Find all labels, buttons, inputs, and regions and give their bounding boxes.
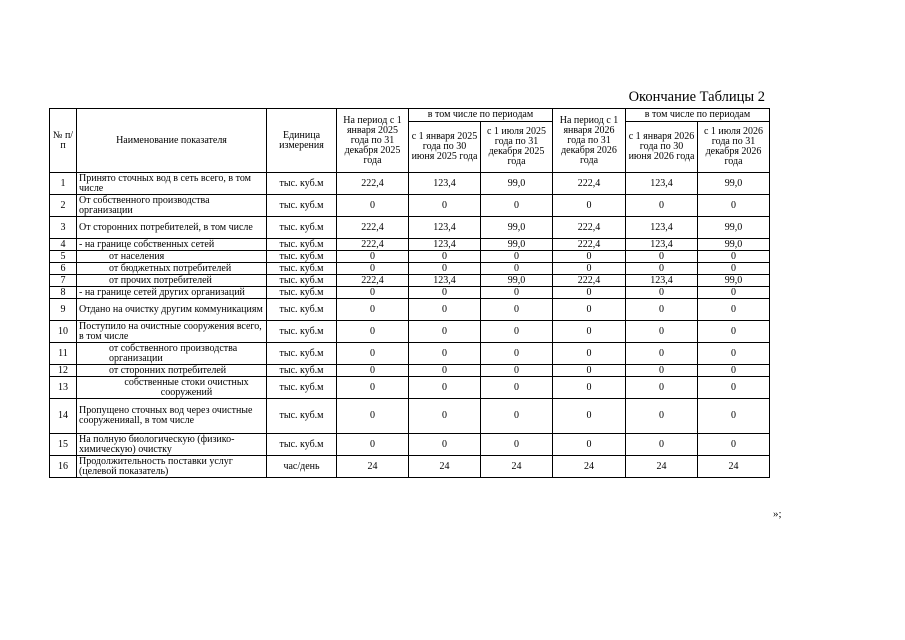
row-value: 0 (698, 287, 770, 299)
row-value: 0 (337, 263, 409, 275)
row-value: 0 (481, 251, 553, 263)
table-row (50, 263, 770, 275)
row-value: 222,4 (553, 239, 626, 251)
row-value: 0 (481, 321, 553, 343)
table-row (50, 321, 770, 343)
row-value: 0 (626, 251, 698, 263)
row-name: собственные стоки очистных сооружений (77, 377, 267, 399)
row-unit: тыс. куб.м (267, 343, 337, 365)
row-number: 3 (50, 217, 77, 239)
row-value: 24 (553, 456, 626, 478)
row-value: 222,4 (337, 239, 409, 251)
row-unit: тыс. куб.м (267, 321, 337, 343)
table-row (50, 173, 770, 195)
row-value: 0 (409, 343, 481, 365)
row-value: 0 (553, 287, 626, 299)
table-row (50, 343, 770, 365)
row-unit: тыс. куб.м (267, 173, 337, 195)
row-unit: тыс. куб.м (267, 377, 337, 399)
row-value: 222,4 (337, 275, 409, 287)
row-value: 0 (409, 399, 481, 434)
table-row (50, 365, 770, 377)
row-value: 0 (409, 195, 481, 217)
row-value: 0 (553, 263, 626, 275)
table-body (50, 173, 770, 478)
row-value: 99,0 (481, 217, 553, 239)
row-unit: тыс. куб.м (267, 263, 337, 275)
header-name: Наименование показателя (77, 109, 267, 173)
row-name: Принято сточных вод в сеть всего, в том числе (77, 173, 267, 195)
closing-mark: »; (773, 508, 782, 520)
row-value: 123,4 (626, 275, 698, 287)
row-value: 99,0 (698, 217, 770, 239)
row-number: 2 (50, 195, 77, 217)
row-value: 0 (553, 343, 626, 365)
row-number: 16 (50, 456, 77, 478)
table-caption: Окончание Таблицы 2 (628, 89, 765, 105)
row-value: 0 (409, 299, 481, 321)
row-number: 8 (50, 287, 77, 299)
row-number: 12 (50, 365, 77, 377)
table-row (50, 434, 770, 456)
row-value: 0 (698, 195, 770, 217)
header-period-2025: На период с 1 января 2025 года по 31 декабря 2025 года (337, 109, 409, 173)
row-value: 0 (626, 321, 698, 343)
row-value: 0 (337, 251, 409, 263)
row-number: 1 (50, 173, 77, 195)
row-value: 0 (626, 263, 698, 275)
row-value: 0 (409, 263, 481, 275)
row-value: 0 (626, 299, 698, 321)
row-value: 0 (626, 365, 698, 377)
header-subperiods-2025: в том числе по периодам (409, 109, 553, 122)
header-h2-2025: с 1 июля 2025 года по 31 декабря 2025 года (481, 122, 553, 173)
row-value: 0 (698, 263, 770, 275)
row-value: 0 (626, 343, 698, 365)
row-name: Продолжительность поставки услуг (целевой показатель) (77, 456, 267, 478)
row-value: 99,0 (698, 239, 770, 251)
table-row (50, 239, 770, 251)
row-value: 0 (409, 287, 481, 299)
row-value: 123,4 (409, 217, 481, 239)
row-unit: тыс. куб.м (267, 399, 337, 434)
row-name: - на границе сетей других организаций (77, 287, 267, 299)
row-value: 24 (481, 456, 553, 478)
table-row (50, 299, 770, 321)
row-number: 6 (50, 263, 77, 275)
header-h2-2026: с 1 июля 2026 года по 31 декабря 2026 года (698, 122, 770, 173)
row-value: 123,4 (626, 173, 698, 195)
row-value: 0 (337, 399, 409, 434)
row-value: 0 (553, 434, 626, 456)
row-value: 0 (481, 195, 553, 217)
row-value: 24 (409, 456, 481, 478)
row-name: От собственного производства организации (77, 195, 267, 217)
header-unit: Единица измерения (267, 109, 337, 173)
row-value: 0 (553, 399, 626, 434)
row-unit: тыс. куб.м (267, 195, 337, 217)
row-value: 0 (553, 299, 626, 321)
row-value: 0 (698, 434, 770, 456)
row-value: 0 (337, 365, 409, 377)
row-number: 14 (50, 399, 77, 434)
row-name: от бюджетных потребителей (77, 263, 267, 275)
row-value: 0 (553, 365, 626, 377)
row-value: 0 (481, 299, 553, 321)
row-value: 99,0 (481, 275, 553, 287)
row-value: 0 (409, 321, 481, 343)
row-value: 0 (553, 321, 626, 343)
table-row (50, 275, 770, 287)
row-value: 24 (626, 456, 698, 478)
row-value: 0 (698, 299, 770, 321)
row-value: 0 (626, 287, 698, 299)
row-number: 15 (50, 434, 77, 456)
row-value: 0 (698, 251, 770, 263)
row-unit: тыс. куб.м (267, 251, 337, 263)
row-unit: тыс. куб.м (267, 217, 337, 239)
row-unit: тыс. куб.м (267, 365, 337, 377)
row-value: 0 (698, 399, 770, 434)
table-row (50, 251, 770, 263)
row-value: 0 (409, 251, 481, 263)
row-name: Поступило на очистные сооружения всего, в том числе (77, 321, 267, 343)
row-value: 0 (698, 321, 770, 343)
row-name: от сторонних потребителей (77, 365, 267, 377)
row-value: 123,4 (626, 239, 698, 251)
row-value: 99,0 (698, 275, 770, 287)
row-name: от населения (77, 251, 267, 263)
row-number: 13 (50, 377, 77, 399)
row-value: 0 (481, 399, 553, 434)
row-value: 0 (337, 287, 409, 299)
row-value: 24 (698, 456, 770, 478)
table-row (50, 217, 770, 239)
row-value: 0 (698, 365, 770, 377)
row-name: Пропущено сточных вод через очистные сооруженияall, в том числе (77, 399, 267, 434)
row-name: от прочих потребителей (77, 275, 267, 287)
row-unit: тыс. куб.м (267, 239, 337, 251)
row-value: 24 (337, 456, 409, 478)
indicators-table (49, 108, 770, 478)
row-number: 11 (50, 343, 77, 365)
row-value: 99,0 (481, 173, 553, 195)
row-name: - на границе собственных сетей (77, 239, 267, 251)
row-value: 222,4 (337, 217, 409, 239)
row-value: 0 (553, 195, 626, 217)
row-value: 0 (626, 195, 698, 217)
row-value: 0 (337, 377, 409, 399)
row-value: 123,4 (409, 239, 481, 251)
row-name: На полную биологическую (физико-химическую) очистку (77, 434, 267, 456)
row-unit: тыс. куб.м (267, 275, 337, 287)
row-value: 0 (481, 434, 553, 456)
row-value: 0 (698, 343, 770, 365)
row-number: 7 (50, 275, 77, 287)
row-value: 99,0 (481, 239, 553, 251)
header-num: № п/п (50, 109, 77, 173)
row-value: 0 (337, 343, 409, 365)
row-number: 10 (50, 321, 77, 343)
row-value: 0 (626, 377, 698, 399)
header-h1-2025: с 1 января 2025 года по 30 июня 2025 года (409, 122, 481, 173)
row-value: 0 (553, 377, 626, 399)
row-value: 222,4 (553, 217, 626, 239)
row-name: Отдано на очистку другим коммуникациям (77, 299, 267, 321)
table-row (50, 377, 770, 399)
row-unit: тыс. куб.м (267, 434, 337, 456)
row-value: 123,4 (409, 275, 481, 287)
row-value: 0 (481, 365, 553, 377)
row-value: 222,4 (553, 173, 626, 195)
row-name: от собственного производства организации (77, 343, 267, 365)
row-number: 4 (50, 239, 77, 251)
header-h1-2026: с 1 января 2026 года по 30 июня 2026 года (626, 122, 698, 173)
row-unit: тыс. куб.м (267, 299, 337, 321)
row-value: 0 (481, 287, 553, 299)
row-number: 9 (50, 299, 77, 321)
header-period-2026: На период с 1 января 2026 года по 31 декабря 2026 года (553, 109, 626, 173)
row-value: 0 (553, 251, 626, 263)
row-value: 0 (626, 399, 698, 434)
row-value: 99,0 (698, 173, 770, 195)
row-number: 5 (50, 251, 77, 263)
row-unit: час/день (267, 456, 337, 478)
row-value: 123,4 (626, 217, 698, 239)
row-value: 222,4 (553, 275, 626, 287)
row-value: 0 (481, 263, 553, 275)
row-value: 0 (409, 434, 481, 456)
row-name: От сторонних потребителей, в том числе (77, 217, 267, 239)
row-value: 0 (337, 195, 409, 217)
row-value: 0 (481, 343, 553, 365)
row-value: 0 (337, 299, 409, 321)
row-value: 0 (337, 321, 409, 343)
row-value: 222,4 (337, 173, 409, 195)
row-value: 123,4 (409, 173, 481, 195)
row-value: 0 (626, 434, 698, 456)
row-value: 0 (698, 377, 770, 399)
table-row (50, 399, 770, 434)
row-value: 0 (337, 434, 409, 456)
row-value: 0 (409, 377, 481, 399)
row-value: 0 (409, 365, 481, 377)
table-row (50, 456, 770, 478)
header-subperiods-2026: в том числе по периодам (626, 109, 770, 122)
table-row (50, 287, 770, 299)
table-row (50, 195, 770, 217)
row-unit: тыс. куб.м (267, 287, 337, 299)
row-value: 0 (481, 377, 553, 399)
